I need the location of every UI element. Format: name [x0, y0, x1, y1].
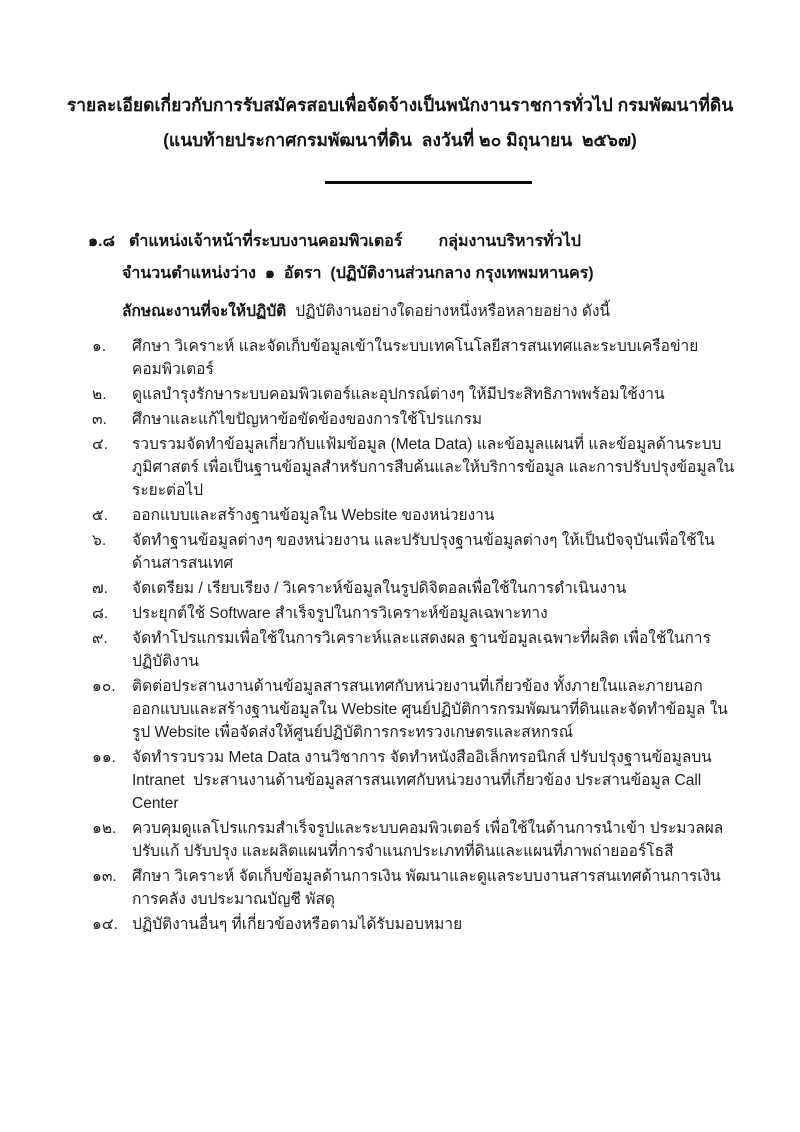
duty-number: ๑.: [92, 337, 107, 355]
duties-list: [0, 335, 800, 936]
duty-number: ๓.: [92, 410, 107, 428]
duty-item: [0, 408, 800, 431]
document-title-line1: รายละเอียดเกี่ยวกับการรับสมัครสอบเพื่อจัดจ้างเป็นพนักงานราชการทั่วไป กรมพัฒนาที่ดิน: [66, 95, 734, 115]
duty-item: [0, 913, 800, 936]
duty-item: [0, 433, 800, 502]
duty-number: ๒.: [92, 385, 107, 403]
duties-lead: [122, 300, 800, 324]
vacancy-line: จำนวนตำแหน่งว่าง ๑ อัตรา (ปฏิบัติงานส่วนกลาง กรุงเทพมหานคร): [122, 264, 594, 282]
document-title-line2: (แนบท้ายประกาศกรมพัฒนาที่ดิน ลงวันที่ ๒๐ มิถุนายน ๒๕๖๗): [163, 130, 637, 150]
duty-number: ๑๑.: [92, 748, 116, 766]
duty-item: [0, 504, 800, 527]
duty-item: [0, 335, 800, 381]
section-number: ๑.๘: [88, 232, 115, 250]
duty-text: จัดทำฐานข้อมูลต่างๆ ของหน่วยงาน และปรับปรุงฐานข้อมูลต่างๆ ให้เป็นปัจจุบันเพื่อใช้ในด้านสารสนเทศ: [132, 531, 715, 572]
duties-intro: ปฏิบัติงานอย่างใดอย่างหนึ่งหรือหลายอย่าง ดังนี้: [295, 302, 611, 320]
duty-item: [0, 627, 800, 673]
group-title: กลุ่มงานบริหารทั่วไป: [438, 232, 581, 250]
duty-text: ศึกษา วิเคราะห์ และจัดเก็บข้อมูลเข้าในระบบเทคโนโลยีสารสนเทศและระบบเครือข่ายคอมพิวเตอร์: [132, 337, 699, 378]
duty-item: [0, 577, 800, 600]
duty-text: ติดต่อประสานงานด้านข้อมูลสารสนเทศกับหน่วยงานที่เกี่ยวข้อง ทั้งภายในและภายนอก ออกแบบและสร้างฐานข้อมูลใน Website ศูนย์ปฏิบัติการกรมพัฒนาที่ดินและจัดทำข้อมูล ในรูป Website เพื่อจัดส่งให้ศูนย์ปฏิบัติการกระทรวงเกษตรและสหกรณ์: [132, 677, 728, 741]
divider-rule: [325, 181, 532, 184]
duty-number: ๕.: [92, 506, 109, 524]
duty-item: [0, 675, 800, 744]
duty-number: ๙.: [92, 629, 108, 647]
duty-number: ๘.: [92, 604, 109, 622]
duty-text: ดูแลบำรุงรักษาระบบคอมพิวเตอร์และอุปกรณ์ต่างๆ ให้มีประสิทธิภาพพร้อมใช้งาน: [132, 385, 665, 403]
duty-item: [0, 529, 800, 575]
duty-item: [0, 865, 800, 911]
duty-text: จัดทำรวบรวม Meta Data งานวิชาการ จัดทำหนังสืออิเล็กทรอนิกส์ ปรับปรุงฐานข้อมูลบน Intranet ประสานงานด้านข้อมูลสารสนเทศกับหน่วยงานที่เกี่ยวข้อง ประสานข้อมูล Call Center: [132, 748, 712, 812]
duty-text: รวบรวมจัดทำข้อมูลเกี่ยวกับแฟ้มข้อมูล (Meta Data) และข้อมูลแผนที่ และข้อมูลด้านระบบภูมิศาสตร์ เพื่อเป็นฐานข้อมูลสำหรับการสืบค้นและให้บริการข้อมูล และการปรับปรุงข้อมูลในระยะต่อไป: [132, 435, 735, 499]
document-title: [0, 0, 800, 158]
duty-text: ศึกษาและแก้ไขปัญหาข้อขัดข้องของการใช้โปรแกรม: [132, 410, 483, 428]
section-heading: [88, 230, 800, 254]
duty-number: ๑๓.: [92, 867, 117, 885]
duty-number: ๔.: [92, 435, 109, 453]
duty-text: ศึกษา วิเคราะห์ จัดเก็บข้อมูลด้านการเงิน พัฒนาและดูแลระบบงานสารสนเทศด้านการเงินการคลัง งบประมาณบัญชี พัสดุ: [132, 867, 721, 908]
duty-text: ออกแบบและสร้างฐานข้อมูลใน Website ของหน่วยงาน: [132, 506, 495, 524]
duty-number: ๑๒.: [92, 819, 117, 837]
duty-text: จัดทำโปรแกรมเพื่อใช้ในการวิเคราะห์และแสดงผล ฐานข้อมูลเฉพาะที่ผลิต เพื่อใช้ในการปฏิบัติงาน: [132, 629, 711, 670]
duty-item: [0, 746, 800, 815]
duty-item: [0, 383, 800, 406]
duty-item: [0, 602, 800, 625]
duty-number: ๗.: [92, 579, 108, 597]
duty-text: ควบคุมดูแลโปรแกรมสำเร็จรูปและระบบคอมพิวเตอร์ เพื่อใช้ในด้านการนำเข้า ประมวลผล ปรับแก้ ปรับปรุง และผลิตแผนที่การจำแนกประเภทที่ดินและแผนที่ภาพถ่ายออร์โธสี: [132, 819, 724, 860]
position-title: ตำแหน่งเจ้าหน้าที่ระบบงานคอมพิวเตอร์: [128, 232, 403, 250]
duty-text: ประยุกต์ใช้ Software สำเร็จรูปในการวิเคราะห์ข้อมูลเฉพาะทาง: [132, 604, 548, 622]
duty-number: ๑๐.: [92, 677, 116, 695]
duty-text: ปฏิบัติงานอื่นๆ ที่เกี่ยวข้องหรือตามได้รับมอบหมาย: [132, 915, 463, 933]
duty-item: [0, 817, 800, 863]
duty-number: ๖.: [92, 531, 107, 549]
duty-text: จัดเตรียม / เรียบเรียง / วิเคราะห์ข้อมูลในรูปดิจิตอลเพื่อใช้ในการดำเนินงาน: [132, 579, 627, 597]
duty-number: ๑๔.: [92, 915, 118, 933]
duties-heading: ลักษณะงานที่จะให้ปฏิบัติ: [122, 302, 287, 320]
